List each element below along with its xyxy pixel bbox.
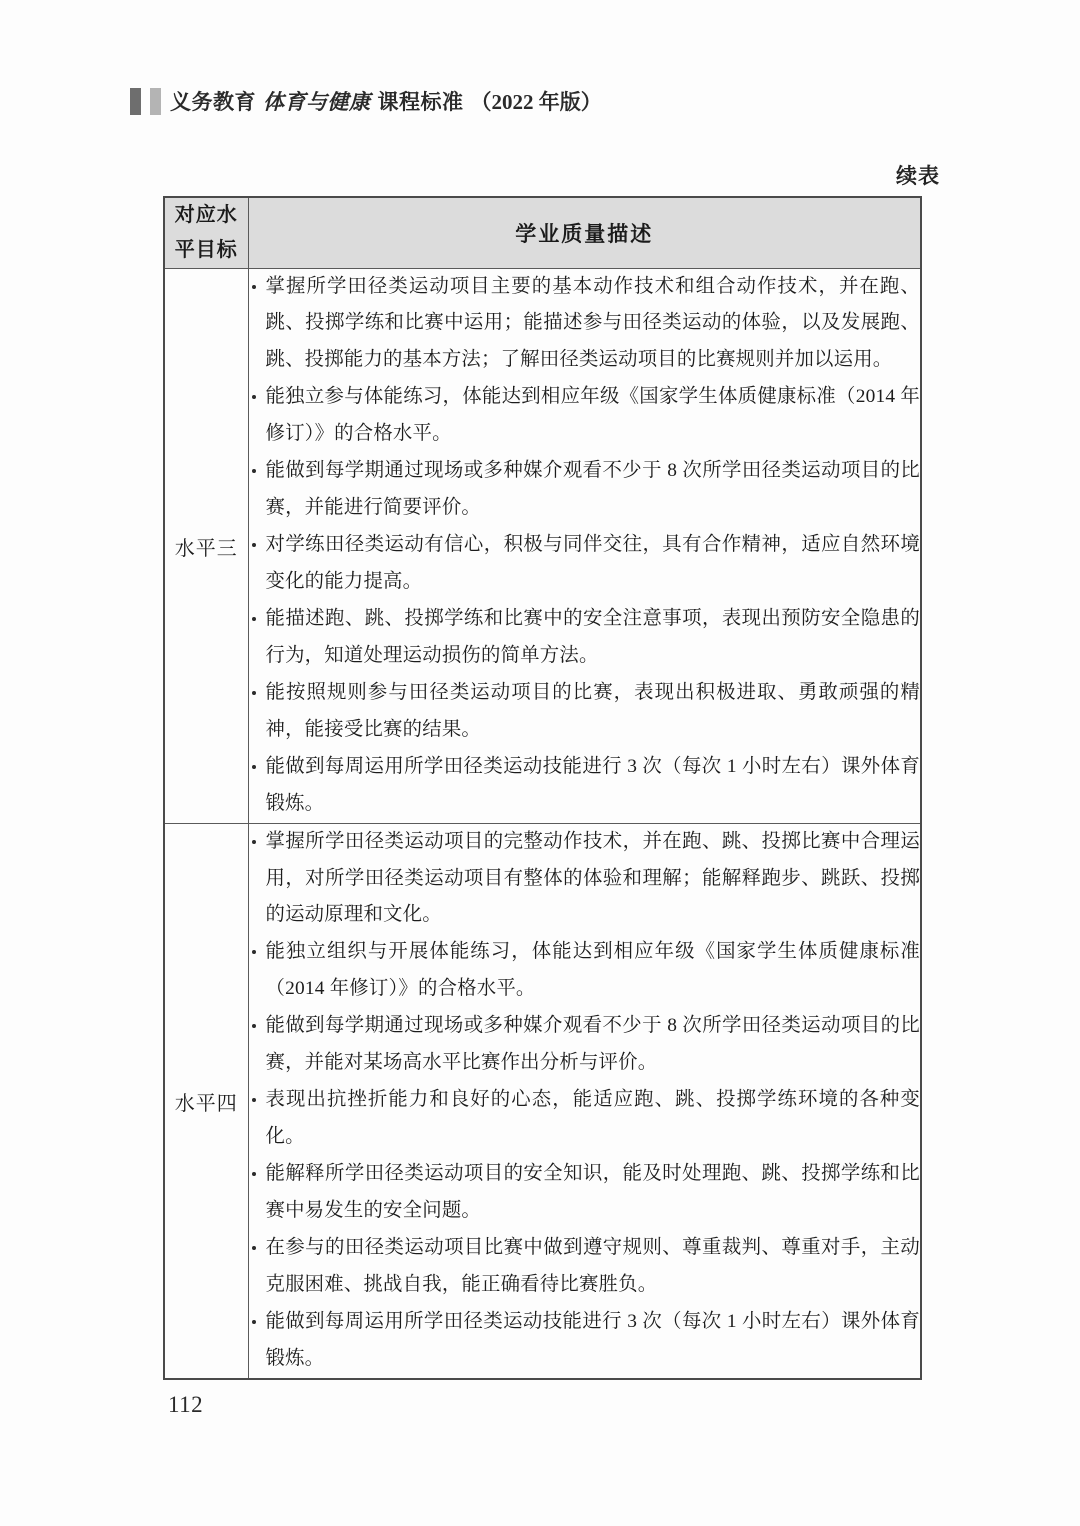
list-item: 能做到每学期通过现场或多种媒介观看不少于 8 次所学田径类运动项目的比赛，并能进行简要评价。 [249, 453, 921, 526]
running-head-suffix: 课程标准 [377, 90, 464, 114]
table-row [164, 824, 921, 1380]
header-bar-dark-icon [130, 88, 141, 115]
list-item: 能按照规则参与田径类运动项目的比赛，表现出积极进取、勇敢顽强的精神，能接受比赛的结果。 [249, 675, 921, 748]
level-label: 水平四 [164, 824, 248, 1380]
description-list [249, 269, 921, 822]
description-cell [248, 824, 921, 1380]
running-head-edition: （2022 年版） [470, 90, 602, 114]
table-body [164, 269, 921, 1380]
list-item: 能描述跑、跳、投掷学练和比赛中的安全注意事项，表现出预防安全隐患的行为，知道处理运动损伤的简单方法。 [249, 601, 921, 674]
list-item: 在参与的田径类运动项目比赛中做到遵守规则、尊重裁判、尊重对手，主动克服困难、挑战自我，能正确看待比赛胜负。 [249, 1230, 921, 1303]
table-row [164, 269, 921, 824]
description-cell [248, 269, 921, 824]
running-head-prefix: 义务教育 [170, 90, 256, 114]
list-item: 掌握所学田径类运动项目主要的基本动作技术和组合动作技术，并在跑、跳、投掷学练和比赛中运用；能描述参与田径类运动的体验，以及发展跑、跳、投掷能力的基本方法；了解田径类运动项目的比赛规则并加以运用。 [249, 269, 921, 378]
column-header-description: 学业质量描述 [248, 197, 921, 269]
list-item: 表现出抗挫折能力和良好的心态，能适应跑、跳、投掷学练环境的各种变化。 [249, 1082, 921, 1155]
list-item: 掌握所学田径类运动项目的完整动作技术，并在跑、跳、投掷比赛中合理运用，对所学田径类运动项目有整体的体验和理解；能解释跑步、跳跃、投掷的运动原理和文化。 [249, 824, 921, 933]
header-bar-light-icon [150, 88, 161, 115]
academic-quality-table [163, 196, 922, 1380]
list-item: 能做到每周运用所学田径类运动技能进行 3 次（每次 1 小时左右）课外体育锻炼。 [249, 1304, 921, 1377]
column-header-level-line2: 平目标 [174, 239, 238, 261]
list-item: 对学练田径类运动有信心，积极与同伴交往，具有合作精神，适应自然环境变化的能力提高。 [249, 527, 921, 600]
page-number: 112 [168, 1392, 204, 1417]
continued-table-label: 续表 [896, 164, 940, 188]
table-header-row [164, 197, 921, 269]
level-label: 水平三 [164, 269, 248, 824]
column-header-level-line1: 对应水 [174, 204, 238, 226]
running-head-subject: 体育与健康 [263, 90, 371, 114]
list-item: 能解释所学田径类运动项目的安全知识，能及时处理跑、跳、投掷学练和比赛中易发生的安全问题。 [249, 1156, 921, 1229]
description-list [249, 824, 921, 1377]
running-head-text [170, 86, 602, 116]
list-item: 能做到每学期通过现场或多种媒介观看不少于 8 次所学田径类运动项目的比赛，并能对某场高水平比赛作出分析与评价。 [249, 1008, 921, 1081]
running-head [130, 86, 602, 116]
column-header-level [164, 197, 248, 269]
list-item: 能独立参与体能练习，体能达到相应年级《国家学生体质健康标准（2014 年修订）》的合格水平。 [249, 379, 921, 452]
list-item: 能独立组织与开展体能练习，体能达到相应年级《国家学生体质健康标准（2014 年修订）》的合格水平。 [249, 934, 921, 1007]
list-item: 能做到每周运用所学田径类运动技能进行 3 次（每次 1 小时左右）课外体育锻炼。 [249, 749, 921, 822]
